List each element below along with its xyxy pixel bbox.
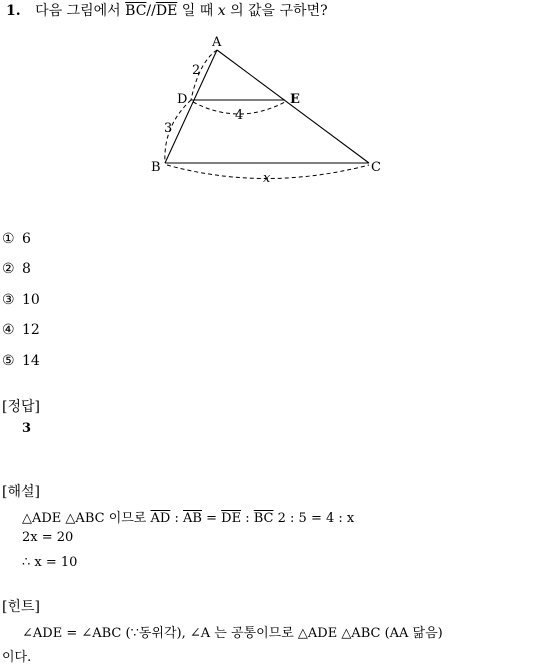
choice-value: 10 (22, 292, 40, 308)
question-number: 1. (6, 3, 21, 19)
label-d: D (177, 92, 188, 107)
ratio-colon: : (174, 511, 179, 526)
question-prefix: 다음 그림에서 (35, 3, 121, 19)
choice-3[interactable] (2, 292, 40, 308)
question-mid: 일 때 (181, 3, 214, 19)
choice-value: 14 (22, 353, 40, 369)
choice-marker: ⑤ (2, 353, 15, 369)
side-ab (165, 50, 217, 163)
length-ad: 2 (192, 63, 201, 78)
choice-value: 12 (22, 322, 40, 338)
hint-line-1: ∠ADE = ∠ABC (∵동위각), ∠A 는 공통이므로 △ADE △ABC (AA 닮음) (22, 626, 443, 641)
answer-label: [정답] (2, 399, 40, 415)
label-a: A (212, 35, 222, 50)
segment-de-sol: $\overline{DE}$ (221, 511, 242, 526)
choice-2[interactable] (2, 261, 31, 277)
choice-marker: ③ (2, 292, 15, 308)
solution-proportion: 2 : 5 = 4 : x (277, 511, 355, 526)
segment-ab: $\overline{AB}$ (183, 511, 202, 526)
segment-bc: $\overline{BC}$ (125, 3, 147, 19)
triangle-figure (145, 30, 395, 190)
length-de: 4 (235, 108, 244, 123)
hint-line-2: 이다. (2, 650, 32, 665)
parallel-symbol: // (146, 3, 156, 19)
solution-line-2: 2x = 20 (22, 530, 74, 545)
solution-similarity: △ADE △ABC 이므로 (22, 511, 147, 526)
choice-1[interactable] (2, 231, 31, 247)
ratio-colon: : (245, 511, 250, 526)
choice-5[interactable] (2, 353, 40, 369)
solution-line-1 (22, 507, 354, 526)
segment-bc-sol: $\overline{BC}$ (253, 511, 274, 526)
hint-label: [힌트] (2, 599, 40, 615)
choice-4[interactable] (2, 322, 40, 338)
length-bc: x (263, 171, 271, 186)
solution-label: [해설] (2, 484, 40, 500)
label-b: B (151, 160, 161, 175)
question-text (6, 0, 328, 20)
question-suffix: 의 값을 구하면? (230, 3, 328, 19)
choice-value: 8 (22, 261, 31, 277)
question-variable: x (217, 3, 226, 19)
choice-marker: ② (2, 261, 15, 277)
choice-marker: ④ (2, 322, 15, 338)
choice-marker: ① (2, 231, 15, 247)
label-c: C (371, 160, 381, 175)
label-e: E (290, 92, 300, 107)
choice-value: 6 (22, 231, 31, 247)
answer-value: 3 (22, 421, 32, 436)
length-db: 3 (164, 121, 173, 136)
segment-de: $\overline{DE}$ (155, 3, 178, 19)
segment-ad: $\overline{AD}$ (150, 511, 171, 526)
equals-sign: = (206, 511, 217, 526)
solution-line-3: ∴ x = 10 (22, 555, 78, 570)
